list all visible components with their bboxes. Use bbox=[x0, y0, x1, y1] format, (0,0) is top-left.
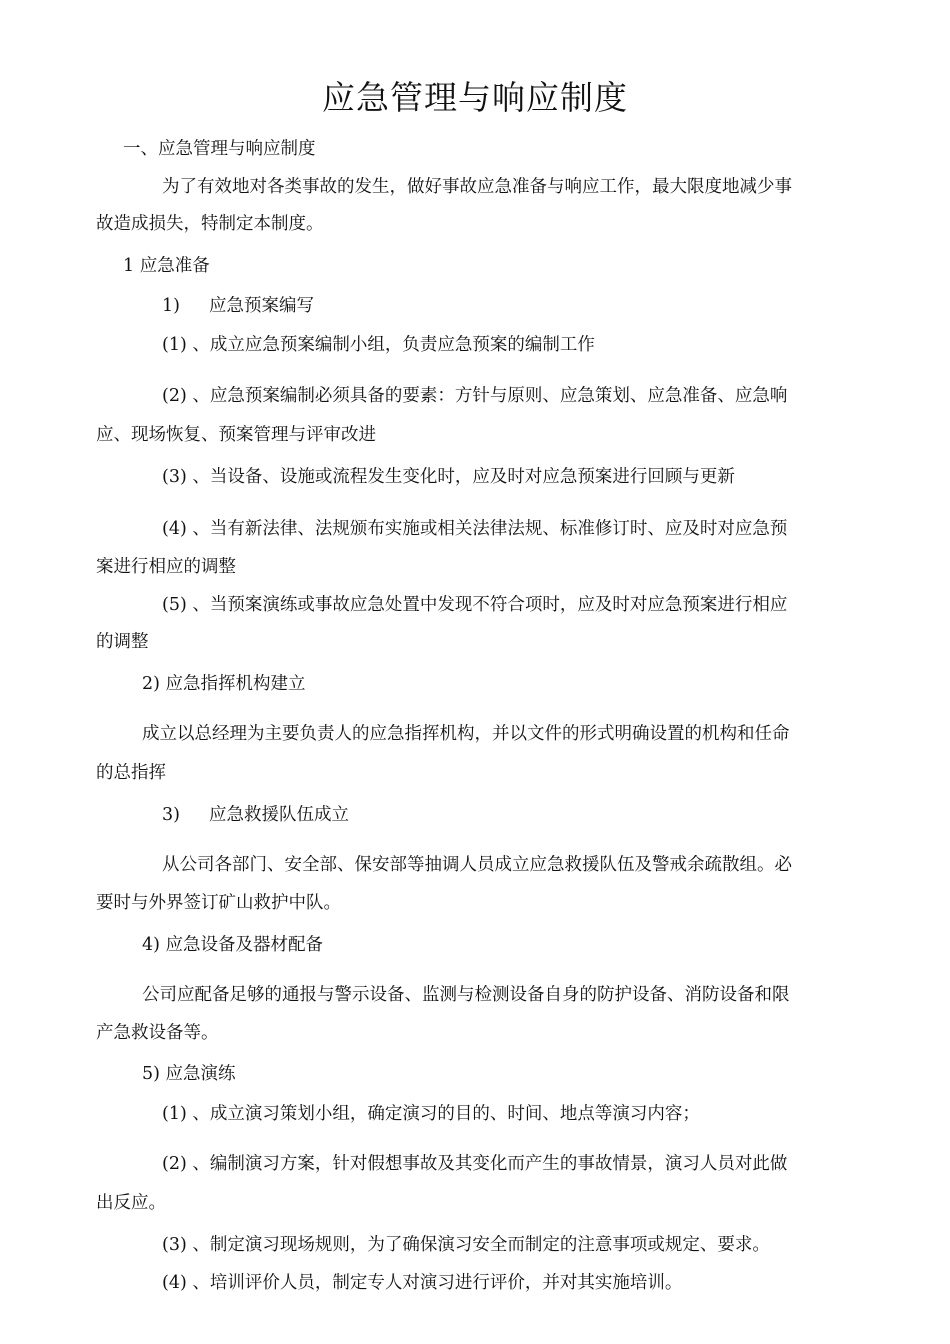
item3-line-1: 从公司各部门、安全部、保安部等抽调人员成立应急救援队伍及警戒余疏散组。必 bbox=[162, 855, 792, 875]
intro-line-2: 故造成损失，特制定本制度。 bbox=[96, 214, 324, 234]
item1-para-2-line-1: (2) 、应急预案编制必须具备的要素：方针与原则、应急策划、应急准备、应急响 bbox=[162, 386, 788, 406]
item5-para-4: (4) 、培训评价人员，制定专人对演习进行评价，并对其实施培训。 bbox=[162, 1273, 683, 1293]
item2-heading: 2) 应急指挥机构建立 bbox=[142, 674, 306, 694]
item1-para-2-line-2: 应、现场恢复、预案管理与评审改进 bbox=[96, 425, 376, 445]
document-title: 应急管理与响应制度 bbox=[322, 78, 628, 117]
item5-para-1: (1) 、成立演习策划小组，确定演习的目的、时间、地点等演习内容； bbox=[162, 1104, 700, 1124]
item1-para-4-line-2: 案进行相应的调整 bbox=[96, 557, 236, 577]
item1-para-1: (1) 、成立应急预案编制小组，负责应急预案的编制工作 bbox=[162, 335, 595, 355]
item3-line-2: 要时与外界签订矿山救护中队。 bbox=[96, 893, 341, 913]
sub-heading-emergency-prep: 1 应急准备 bbox=[123, 256, 210, 276]
item4-heading: 4) 应急设备及器材配备 bbox=[142, 935, 324, 955]
item2-line-1: 成立以总经理为主要负责人的应急指挥机构，并以文件的形式明确设置的机构和任命 bbox=[142, 724, 790, 744]
item3-heading: 应急救援队伍成立 bbox=[209, 805, 349, 825]
item1-para-5-line-1: (5) 、当预案演练或事故应急处置中发现不符合项时，应及时对应急预案进行相应 bbox=[162, 595, 788, 615]
item1-heading: 应急预案编写 bbox=[209, 296, 314, 316]
item1-para-3: (3) 、当设备、设施或流程发生变化时，应及时对应急预案进行回顾与更新 bbox=[162, 467, 735, 487]
item1-para-4-line-1: (4) 、当有新法律、法规颁布实施或相关法律法规、标准修订时、应及时对应急预 bbox=[162, 519, 788, 539]
item3-number: 3) bbox=[162, 805, 180, 825]
item5-heading: 5) 应急演练 bbox=[142, 1064, 236, 1084]
item1-para-5-line-2: 的调整 bbox=[96, 632, 149, 652]
item4-line-1: 公司应配备足够的通报与警示设备、监测与检测设备自身的防护设备、消防设备和限 bbox=[142, 985, 790, 1005]
item1-number: 1) bbox=[162, 296, 180, 316]
item5-para-2-line-2: 出反应。 bbox=[96, 1193, 166, 1213]
item5-para-3: (3) 、制定演习现场规则，为了确保演习安全而制定的注意事项或规定、要求。 bbox=[162, 1235, 770, 1255]
item2-line-2: 的总指挥 bbox=[96, 763, 166, 783]
item5-para-2-line-1: (2) 、编制演习方案，针对假想事故及其变化而产生的事故情景，演习人员对此做 bbox=[162, 1154, 788, 1174]
section-heading: 一、应急管理与响应制度 bbox=[123, 139, 316, 159]
item4-line-2: 产急救设备等。 bbox=[96, 1023, 219, 1043]
intro-line-1: 为了有效地对各类事故的发生，做好事故应急准备与响应工作，最大限度地减少事 bbox=[162, 177, 792, 197]
